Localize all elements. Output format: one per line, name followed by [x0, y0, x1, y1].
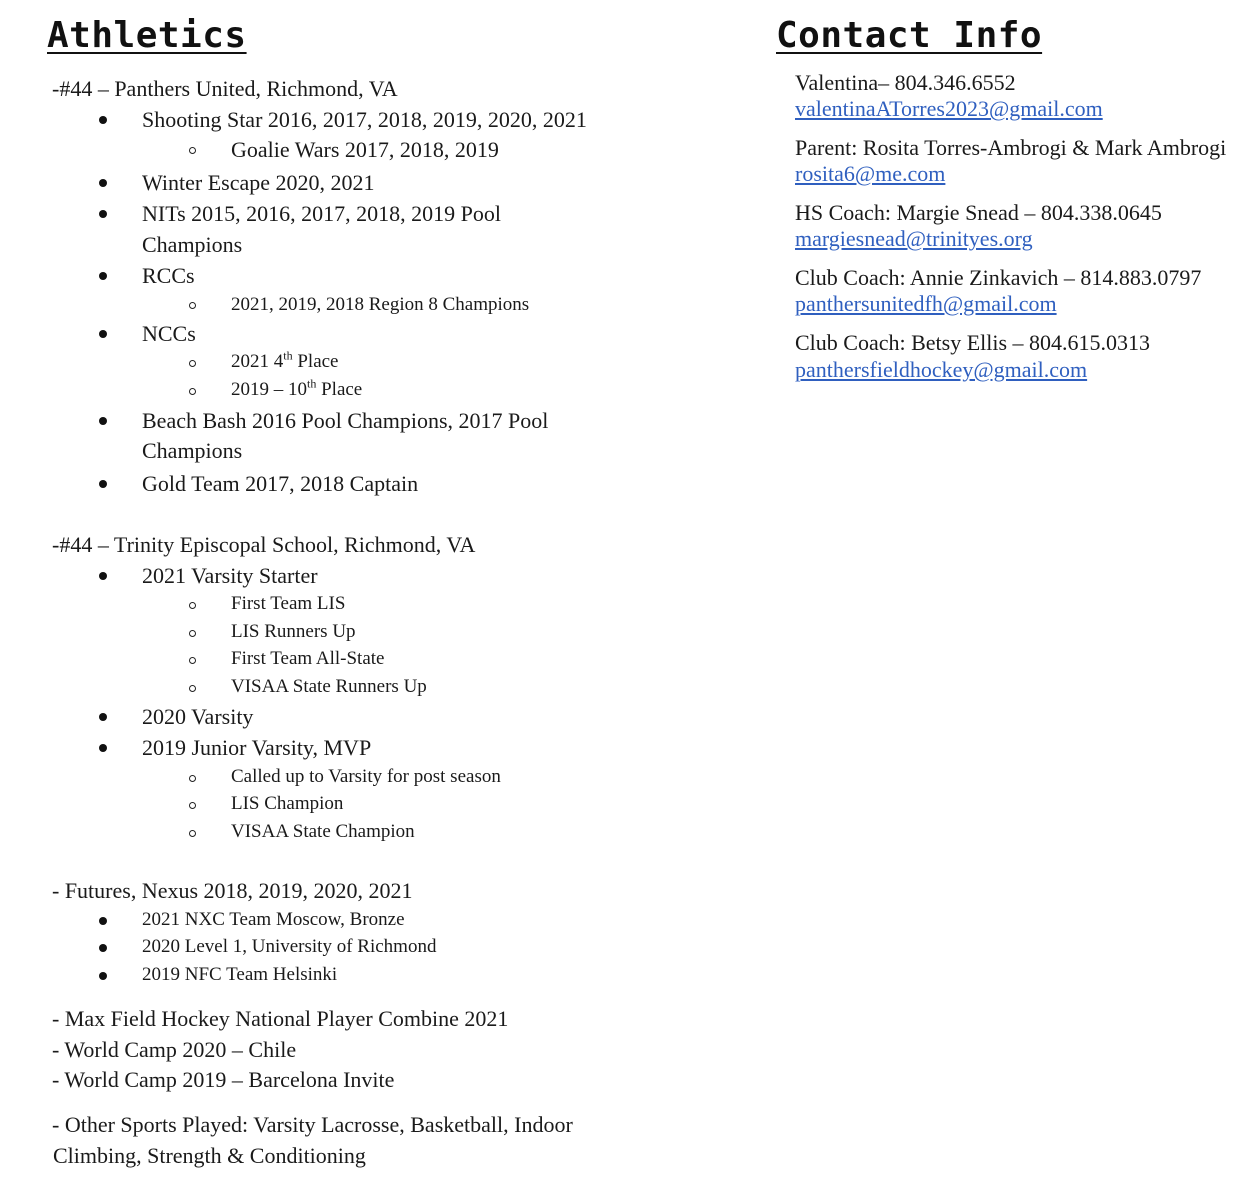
- bullet-icon: [99, 480, 107, 488]
- list-item: 2021 4th Place: [231, 348, 339, 372]
- list-item: 2019 Junior Varsity, MVP: [142, 735, 372, 760]
- panthers-united-title: -#44 – Panthers United, Richmond, VA: [52, 76, 398, 101]
- bullet-icon: [99, 944, 107, 952]
- list-item: LIS Runners Up: [231, 621, 356, 642]
- list-item: Winter Escape 2020, 2021: [142, 170, 375, 195]
- contact-heading: Contact Info: [776, 15, 1043, 56]
- contact-label: Club Coach: Betsy Ellis – 804.615.0313: [795, 330, 1151, 355]
- list-item: Shooting Star 2016, 2017, 2018, 2019, 2020, 2021: [142, 107, 587, 132]
- contact-label: HS Coach: Margie Snead – 804.338.0645: [795, 200, 1162, 225]
- circle-bullet-icon: [189, 657, 196, 664]
- list-item: 2020 Varsity: [142, 704, 254, 729]
- other-sports-line: - Other Sports Played: Varsity Lacrosse, Basketball, Indoor: [52, 1112, 573, 1137]
- circle-bullet-icon: [189, 685, 196, 692]
- contact-label: Valentina– 804.346.6552: [795, 70, 1016, 95]
- bullet-icon: [99, 417, 107, 425]
- email-link[interactable]: rosita6@me.com: [795, 161, 946, 186]
- bullet-icon: [99, 116, 107, 124]
- circle-bullet-icon: [189, 630, 196, 637]
- circle-bullet-icon: [189, 360, 196, 367]
- circle-bullet-icon: [189, 830, 196, 837]
- max-combine-line: - Max Field Hockey National Player Combine 2021: [52, 1006, 509, 1031]
- bullet-icon: [99, 572, 107, 580]
- list-item: 2019 NFC Team Helsinki: [142, 964, 338, 985]
- list-item: NCCs: [142, 321, 196, 346]
- circle-bullet-icon: [189, 388, 196, 395]
- list-item-continued: Champions: [142, 232, 243, 257]
- list-item: 2021 Varsity Starter: [142, 563, 318, 588]
- list-item: First Team All-State: [231, 648, 385, 669]
- world-camp-2020-line: - World Camp 2020 – Chile: [52, 1037, 297, 1062]
- bullet-icon: [99, 713, 107, 721]
- list-item: VISAA State Champion: [231, 821, 415, 842]
- list-item: RCCs: [142, 263, 195, 288]
- email-link[interactable]: margiesnead@trinityes.org: [795, 226, 1033, 251]
- circle-bullet-icon: [189, 602, 196, 609]
- bullet-icon: [99, 917, 107, 925]
- bullet-icon: [99, 272, 107, 280]
- bullet-icon: [99, 210, 107, 218]
- athletics-heading: Athletics: [47, 15, 247, 56]
- list-item: First Team LIS: [231, 593, 346, 614]
- list-item: Beach Bash 2016 Pool Champions, 2017 Pool: [142, 408, 549, 433]
- other-sports-line-continued: Climbing, Strength & Conditioning: [53, 1143, 366, 1168]
- list-item: 2021 NXC Team Moscow, Bronze: [142, 909, 405, 930]
- list-item: Gold Team 2017, 2018 Captain: [142, 471, 419, 496]
- list-item: LIS Champion: [231, 793, 344, 814]
- list-item: 2021, 2019, 2018 Region 8 Champions: [231, 294, 530, 315]
- contact-label: Club Coach: Annie Zinkavich – 814.883.0797: [795, 265, 1202, 290]
- contact-label: Parent: Rosita Torres-Ambrogi & Mark Ambrogi: [795, 135, 1227, 160]
- bullet-icon: [99, 179, 107, 187]
- bullet-icon: [99, 330, 107, 338]
- list-item: NITs 2015, 2016, 2017, 2018, 2019 Pool: [142, 201, 502, 226]
- email-link[interactable]: panthersfieldhockey@gmail.com: [795, 357, 1088, 382]
- trinity-episcopal-title: -#44 – Trinity Episcopal School, Richmond, VA: [52, 532, 476, 557]
- bullet-icon: [99, 972, 107, 980]
- list-item-continued: Champions: [142, 438, 243, 463]
- circle-bullet-icon: [189, 302, 196, 309]
- list-item: Called up to Varsity for post season: [231, 766, 501, 787]
- list-item: 2019 – 10th Place: [231, 376, 363, 400]
- circle-bullet-icon: [189, 775, 196, 782]
- list-item: VISAA State Runners Up: [231, 676, 427, 697]
- list-item: Goalie Wars 2017, 2018, 2019: [231, 137, 499, 162]
- list-item: 2020 Level 1, University of Richmond: [142, 936, 437, 957]
- bullet-icon: [99, 744, 107, 752]
- circle-bullet-icon: [189, 147, 196, 154]
- email-link[interactable]: panthersunitedfh@gmail.com: [795, 291, 1057, 316]
- futures-title: - Futures, Nexus 2018, 2019, 2020, 2021: [52, 878, 413, 903]
- email-link[interactable]: valentinaATorres2023@gmail.com: [795, 96, 1103, 121]
- circle-bullet-icon: [189, 802, 196, 809]
- world-camp-2019-line: - World Camp 2019 – Barcelona Invite: [52, 1067, 395, 1092]
